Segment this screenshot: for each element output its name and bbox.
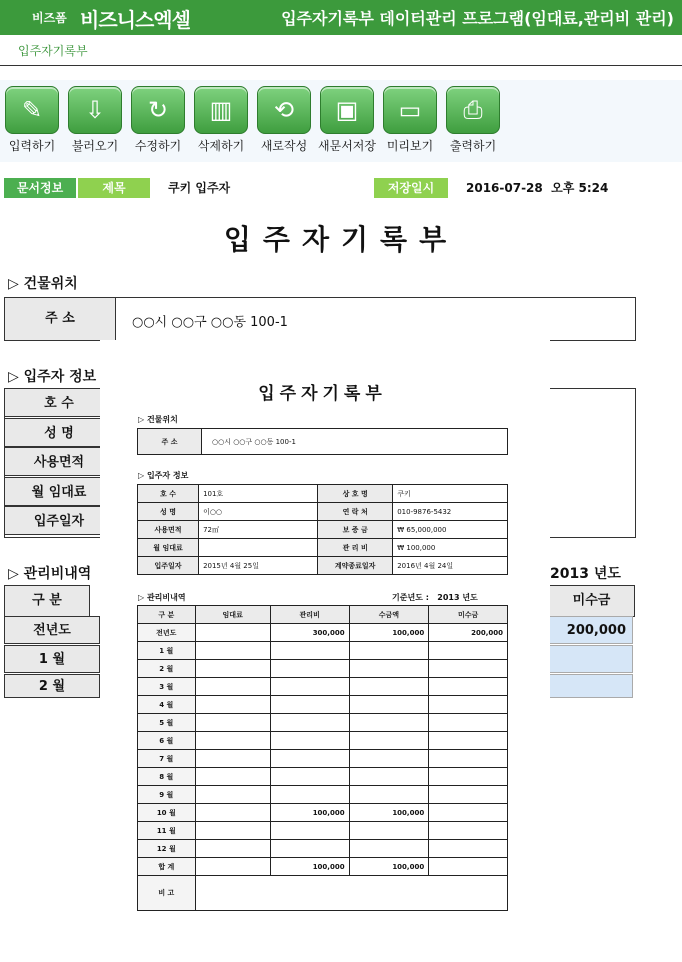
preview-fee-cell <box>349 678 429 696</box>
preview-fee-cell <box>429 732 508 750</box>
preview-fee-row <box>138 642 508 660</box>
preview-fee-table <box>137 605 508 911</box>
toolbar-button-label: 새로작성 <box>260 139 308 153</box>
preview-tenant-label: 사용면적 <box>138 521 199 539</box>
preview-fee-cell <box>429 660 508 678</box>
preview-tenant-row <box>138 503 508 521</box>
preview-fee-cell <box>195 804 270 822</box>
preview-fee-cell <box>195 624 270 642</box>
preview-fee-cell <box>429 642 508 660</box>
preview-remark-row <box>138 876 508 911</box>
preview-tenant-row <box>138 485 508 503</box>
preview-fee-cell <box>429 804 508 822</box>
preview-fee-row <box>138 804 508 822</box>
preview-fee-cell <box>429 768 508 786</box>
preview-fee-cell <box>349 768 429 786</box>
preview-fee-cell <box>429 840 508 858</box>
preview-tenant-row <box>138 539 508 557</box>
fee-row-label: 전년도 <box>4 616 100 644</box>
preview-fee-cell <box>270 732 349 750</box>
preview-fee-cell <box>195 714 270 732</box>
preview-tenant-row <box>138 521 508 539</box>
preview-title: 입주자기록부 <box>258 384 387 404</box>
preview-tenant-value: 2016년 4월 24일 <box>393 557 508 575</box>
preview-tenant-label: 입주일자 <box>138 557 199 575</box>
preview-fee-cell: 300,000 <box>270 624 349 642</box>
toolbar-button-6[interactable] <box>316 86 378 156</box>
tab-tenant-record[interactable]: 입주자기록부 <box>18 44 88 58</box>
toolbar-button-4[interactable] <box>190 86 252 156</box>
preview-remark-label: 비 고 <box>138 876 196 911</box>
preview-fee-cell <box>195 786 270 804</box>
preview-fee-cell <box>349 732 429 750</box>
prev-year-unpaid[interactable]: 200,000 <box>548 616 633 644</box>
preview-fee-row-label: 4 월 <box>138 696 196 714</box>
saved-time-label: 저장일시 <box>374 178 448 198</box>
fee-col-category: 구 분 <box>4 585 90 617</box>
toolbar-button-label: 수정하기 <box>134 139 182 153</box>
preview-fee-cell: 100,000 <box>270 804 349 822</box>
preview-tenant-value: 쿠키 <box>393 485 508 503</box>
trash-icon: ▥ <box>194 86 248 134</box>
preview-tenant-heading: ▷ 입주자 정보 <box>138 471 189 480</box>
preview-fee-row-label: 전년도 <box>138 624 196 642</box>
tenant-label: 입주일자 <box>4 506 114 535</box>
preview-fee-row <box>138 840 508 858</box>
preview-tenant-label: 관 리 비 <box>318 539 393 557</box>
preview-fee-cell <box>429 678 508 696</box>
address-label: 주 소 <box>4 297 116 341</box>
preview-fee-cell <box>195 696 270 714</box>
doc-title-value: 쿠키 입주자 <box>168 181 231 195</box>
brand-small-logo: 비즈폼 <box>32 11 67 25</box>
preview-tenant-value: 이○○ <box>199 503 318 521</box>
preview-fee-cell <box>349 822 429 840</box>
preview-fee-header: 관리비 <box>270 606 349 624</box>
preview-tenant-label: 연 락 처 <box>318 503 393 521</box>
preview-tenant-value <box>199 539 318 557</box>
preview-fee-row-label: 6 월 <box>138 732 196 750</box>
doc-info-label: 문서정보 <box>4 178 76 198</box>
tenant-section-label: 입주자 정보 <box>23 369 97 385</box>
preview-fee-row <box>138 858 508 876</box>
preview-fee-cell: 100,000 <box>270 858 349 876</box>
preview-fee-cell <box>195 822 270 840</box>
preview-fee-row <box>138 678 508 696</box>
preview-fee-row-label: 9 월 <box>138 786 196 804</box>
preview-tenant-value: 010-9876-5432 <box>393 503 508 521</box>
preview-fee-cell <box>429 822 508 840</box>
preview-fee-row-label: 3 월 <box>138 678 196 696</box>
preview-tenant-label: 호 수 <box>138 485 199 503</box>
preview-fee-cell <box>270 696 349 714</box>
address-value[interactable]: ○○시 ○○구 ○○동 100-1 <box>132 315 288 330</box>
document-title: 입주자기록부 <box>223 223 459 256</box>
preview-fee-row-label: 10 월 <box>138 804 196 822</box>
preview-fee-row <box>138 714 508 732</box>
preview-fee-cell <box>270 822 349 840</box>
refresh-icon: ↻ <box>131 86 185 134</box>
preview-tenant-label: 월 임대료 <box>138 539 199 557</box>
preview-fee-row <box>138 624 508 642</box>
preview-fee-cell: 200,000 <box>429 624 508 642</box>
preview-fee-cell <box>195 750 270 768</box>
preview-tenant-value: ₩ 65,000,000 <box>393 521 508 539</box>
app-title: 입주자기록부 데이터관리 프로그램(임대료,관리비 관리) <box>281 9 674 28</box>
new-icon: ⟲ <box>257 86 311 134</box>
preview-fee-cell <box>270 642 349 660</box>
preview-fee-cell <box>349 696 429 714</box>
preview-fee-cell: 100,000 <box>349 624 429 642</box>
preview-fee-cell <box>195 660 270 678</box>
toolbar-button-1[interactable] <box>1 86 63 156</box>
preview-fee-cell <box>270 750 349 768</box>
preview-tenant-value: 2015년 4월 25일 <box>199 557 318 575</box>
preview-fee-row-label: 8 월 <box>138 768 196 786</box>
preview-base-year-value: 2013 년도 <box>437 593 478 602</box>
preview-fee-cell: 100,000 <box>349 804 429 822</box>
preview-fee-header: 임대료 <box>195 606 270 624</box>
preview-fee-cell <box>349 660 429 678</box>
preview-tenant-row <box>138 557 508 575</box>
preview-fee-row <box>138 732 508 750</box>
preview-fee-cell <box>429 696 508 714</box>
preview-fee-cell <box>349 750 429 768</box>
fee-section-label: 관리비내역 <box>23 566 92 582</box>
preview-fee-cell <box>429 714 508 732</box>
preview-base-year-label: 기준년도 : <box>392 593 429 602</box>
building-section-label: 건물위치 <box>23 276 78 292</box>
preview-fee-row-label: 1 월 <box>138 642 196 660</box>
preview-tenant-label: 계약종료일자 <box>318 557 393 575</box>
tenant-label: 호 수 <box>4 388 114 417</box>
doc-title-label: 제목 <box>78 178 150 198</box>
toolbar-button-label: 출력하기 <box>449 139 497 153</box>
preview-fee-cell <box>270 678 349 696</box>
toolbar-button-label: 입력하기 <box>8 139 56 153</box>
preview-address-label: 주 소 <box>138 429 202 455</box>
tenant-label: 사용면적 <box>4 447 114 476</box>
fee-section-heading: ▷ 관리비내역 <box>8 566 92 582</box>
pencil-icon: ✎ <box>5 86 59 134</box>
fee-col-unpaid: 미수금 <box>548 585 635 617</box>
print-icon: ⎙ <box>446 86 500 134</box>
preview-address-value: ○○시 ○○구 ○○동 100-1 <box>202 429 508 455</box>
preview-fee-cell <box>270 768 349 786</box>
monitor-icon: ▭ <box>383 86 437 134</box>
tenant-label: 월 임대료 <box>4 477 114 506</box>
preview-fee-row <box>138 822 508 840</box>
tenant-section-heading: ▷ 입주자 정보 <box>8 369 97 385</box>
preview-tenant-label: 보 증 금 <box>318 521 393 539</box>
preview-tenant-value: 72㎡ <box>199 521 318 539</box>
fee-row-label: 1 월 <box>4 645 100 673</box>
preview-fee-row <box>138 750 508 768</box>
preview-building-heading: ▷ 건물위치 <box>138 415 178 424</box>
preview-fee-cell <box>429 750 508 768</box>
preview-fee-cell <box>195 840 270 858</box>
preview-fee-cell <box>270 786 349 804</box>
save-icon: ▣ <box>320 86 374 134</box>
preview-fee-row <box>138 768 508 786</box>
preview-fee-row <box>138 696 508 714</box>
preview-fee-row <box>138 786 508 804</box>
building-section-heading: ▷ 건물위치 <box>8 276 78 292</box>
fee-cell-feb-unpaid[interactable] <box>548 674 633 698</box>
toolbar-button-label: 새문서저장 <box>318 139 376 153</box>
toolbar-button-label: 불러오기 <box>71 139 119 153</box>
preview-fee-cell <box>195 732 270 750</box>
preview-fee-cell <box>270 840 349 858</box>
toolbar-button-5[interactable] <box>253 86 315 156</box>
toolbar-button-label: 삭제하기 <box>197 139 245 153</box>
preview-fee-label: 관리비내역 <box>146 593 186 602</box>
preview-building-label: 건물위치 <box>146 415 178 424</box>
preview-fee-row <box>138 660 508 678</box>
preview-tenant-value: 101호 <box>199 485 318 503</box>
fee-cell-jan-unpaid[interactable] <box>548 645 633 673</box>
preview-fee-cell <box>195 678 270 696</box>
toolbar-button-2[interactable] <box>64 86 126 156</box>
fee-year: 2013 년도 <box>550 566 621 582</box>
preview-fee-cell: 100,000 <box>349 858 429 876</box>
toolbar-button-3[interactable] <box>127 86 189 156</box>
preview-fee-cell <box>195 768 270 786</box>
preview-fee-cell <box>429 786 508 804</box>
preview-fee-cell <box>195 858 270 876</box>
load-icon: ⇩ <box>68 86 122 134</box>
preview-fee-header: 수금액 <box>349 606 429 624</box>
preview-remark-value <box>195 876 507 911</box>
preview-fee-row-label: 5 월 <box>138 714 196 732</box>
preview-tenant-label: 성 명 <box>138 503 199 521</box>
app-header <box>0 0 682 35</box>
preview-fee-cell <box>429 858 508 876</box>
divider <box>0 65 682 66</box>
preview-fee-cell <box>349 642 429 660</box>
preview-fee-header: 미수금 <box>429 606 508 624</box>
preview-fee-heading: ▷ 관리비내역 <box>138 593 186 602</box>
preview-fee-cell <box>270 660 349 678</box>
preview-tenant-table <box>137 484 508 575</box>
preview-tenant-label: 상 호 명 <box>318 485 393 503</box>
brand-logo: 비즈니스엑셀 <box>80 8 190 32</box>
preview-address-table <box>137 428 508 455</box>
preview-fee-cell <box>349 714 429 732</box>
preview-fee-cell <box>195 642 270 660</box>
preview-tenant-value: ₩ 100,000 <box>393 539 508 557</box>
toolbar-button-7[interactable] <box>379 86 441 156</box>
toolbar-button-label: 미리보기 <box>386 139 434 153</box>
saved-time-value: 2016-07-28 오후 5:24 <box>466 181 609 195</box>
preview-fee-cell <box>349 840 429 858</box>
preview-fee-row-label: 합 계 <box>138 858 196 876</box>
preview-fee-row-label: 11 월 <box>138 822 196 840</box>
fee-row-label: 2 월 <box>4 674 100 698</box>
preview-fee-row-label: 7 월 <box>138 750 196 768</box>
preview-fee-row-label: 12 월 <box>138 840 196 858</box>
preview-fee-cell <box>349 786 429 804</box>
tenant-label: 성 명 <box>4 418 114 447</box>
toolbar-button-8[interactable] <box>442 86 504 156</box>
preview-tenant-label: 입주자 정보 <box>146 471 189 480</box>
preview-fee-cell <box>270 714 349 732</box>
preview-fee-row-label: 2 월 <box>138 660 196 678</box>
preview-fee-header-row <box>138 606 508 624</box>
preview-base-year <box>392 592 478 603</box>
preview-fee-header: 구 분 <box>138 606 196 624</box>
